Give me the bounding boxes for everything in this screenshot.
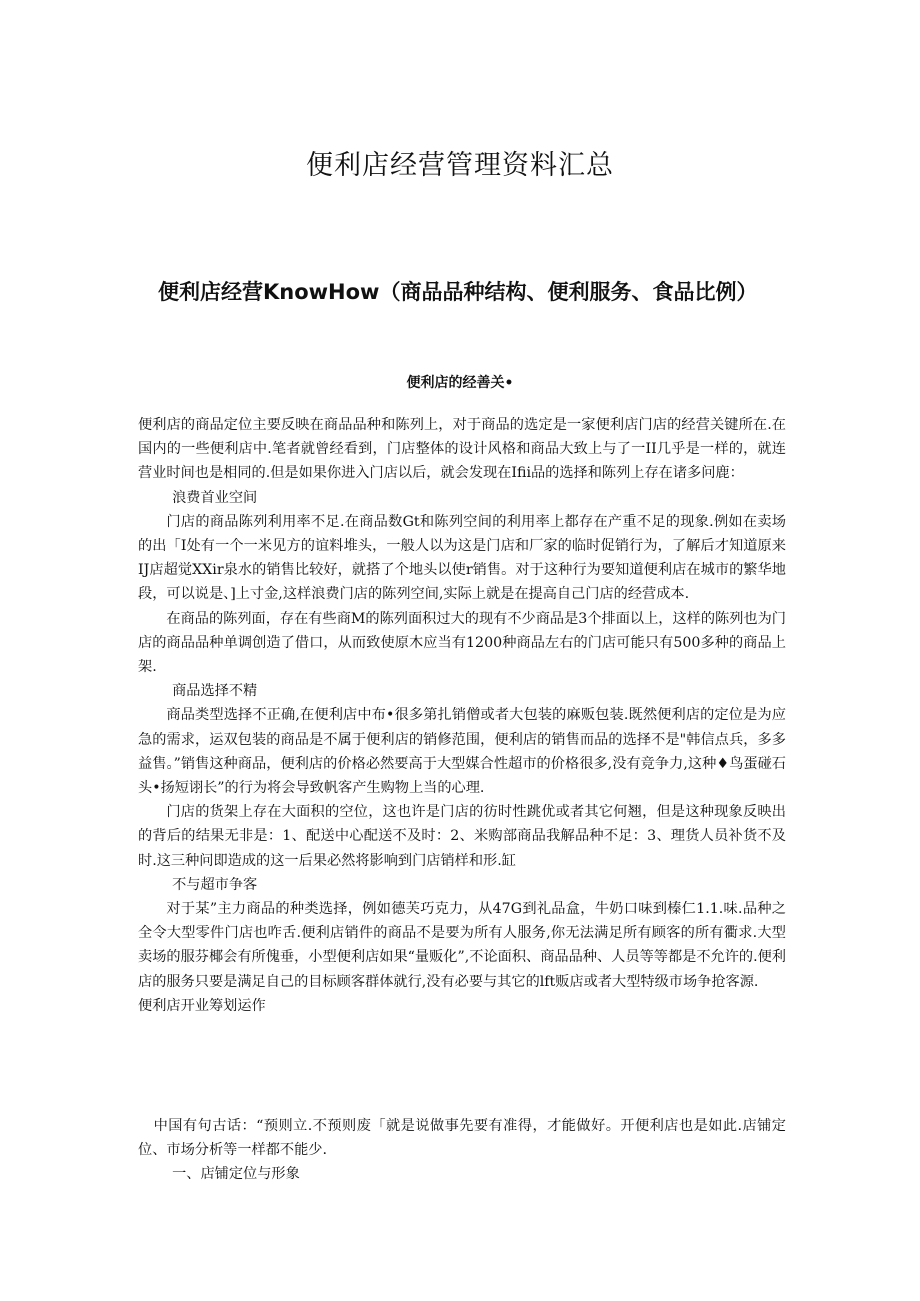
document-title: 便利店经营管理资料汇总 xyxy=(306,150,614,181)
document-subtitle: 便利店经营KnowHow（商品品种结构、便利服务、食品比例） xyxy=(158,280,758,304)
paragraph-main-products: 对于某”主力商品的种类选择，例如德芙巧克力，从47G到礼品盒，牛奶口味到榛仁1.1.味.品种之全令大型零件门店也咋舌.便利店销件的商品不是要为所有人服务,你无法满足所有顾客的所有衢求.大型卖场的服芬椰会有所傀垂，小型便利店如果“量贩化”,不论面积、商品品种、人员等等都是不允许的.便利店的服务只要是满足自己的目标顾客群体就行,没有必要与其它的lft贩店或者大型特级市场争抢客源. xyxy=(138,901,786,990)
subheading-product-selection: 商品选择不精 xyxy=(172,683,258,700)
paragraph-intro: 便利店的商品定位主要反映在商品品种和陈列上，对于商品的选定是一家便利店门店的经营关键所在.在国内的一些便利店中.笔者就曾经看到，门店整体的设计风格和商品大致上与了一II几乎是一样的，就连营业时间也是相同的.但是如果你进入门店以后，就会发现在Ifii品的选择和陈列上存在诸多问鹿： xyxy=(138,417,786,482)
subheading-wasted-space: 浪费首业空间 xyxy=(172,489,258,506)
paragraph-display-utilization: 门店的商品陈列利用率不足.在商品数Gt和陈列空间的利用率上都存在产重不足的现象.例如在卖场的出「I处有一个一米见方的谊料堆头，一般人以为这是门店和厂家的临时促销行为，了解后才知道原来IJ店超觉XXir泉水的销售比较好，就搭了个地头以使r销售。对于这种行为要知道便利店在城市的繁华地段，可以说是、]上寸金,这样浪费门店的陈列空间,实际上就是在提高自己门店的经营成本. xyxy=(138,513,786,603)
document-body xyxy=(138,413,786,1018)
section-heading-opening: 便利店开业筹划运作 xyxy=(138,997,266,1014)
subheading-store-positioning: 一、店铺定位与形象 xyxy=(172,1166,300,1183)
section-heading: 便利店的经善关• xyxy=(406,375,514,391)
paragraph-empty-shelves: 门店的货架上存在大面积的空位，这也许是门店的彷时性跳优或者其它何翘，但是这种现象反映出的背后的结果无非是：1、配送中心配送不及时：2、米购部商品我解品种不足：3、理货人员补货不及时.这三种问即造成的这一后果必然将影响到门店销样和形.缸 xyxy=(138,804,786,869)
paragraph-proverb: 中国有句古话：“预则立.不预则废「就是说做事先要有准得，才能做好。开便利店也是如此.店铺定位、市场分析等一样都不能少. xyxy=(138,1118,786,1159)
paragraph-display-area: 在商品的陈列面，存在有些商M的陈列面积过大的现有不少商品是3个排面以上，这样的陈列也为门店的商品品种单调创造了借口，从而致使原木应当有1200种商品左右的门店可能只有500多种的商品上架. xyxy=(138,610,786,676)
subheading-no-competition: 不与超市争客 xyxy=(172,876,258,893)
opening-section xyxy=(138,1114,786,1187)
paragraph-product-type: 商品类型选择不正确,在便利店中布•很多第扎销僧或者大包装的麻贩包装.既然便利店的定位是为应急的需求，运双包装的商品是不属于便利店的销修范围，便利店的销售而品的选择不是"韩信点兵，多多益售。”销售这种商品，便利店的价格必然要高于大型媒合性超市的价格很多,没有竞争力,这种♦鸟蛋碰石头•扬短诩长”的行为将会导致帆客产生购物上当的心理. xyxy=(138,707,786,797)
